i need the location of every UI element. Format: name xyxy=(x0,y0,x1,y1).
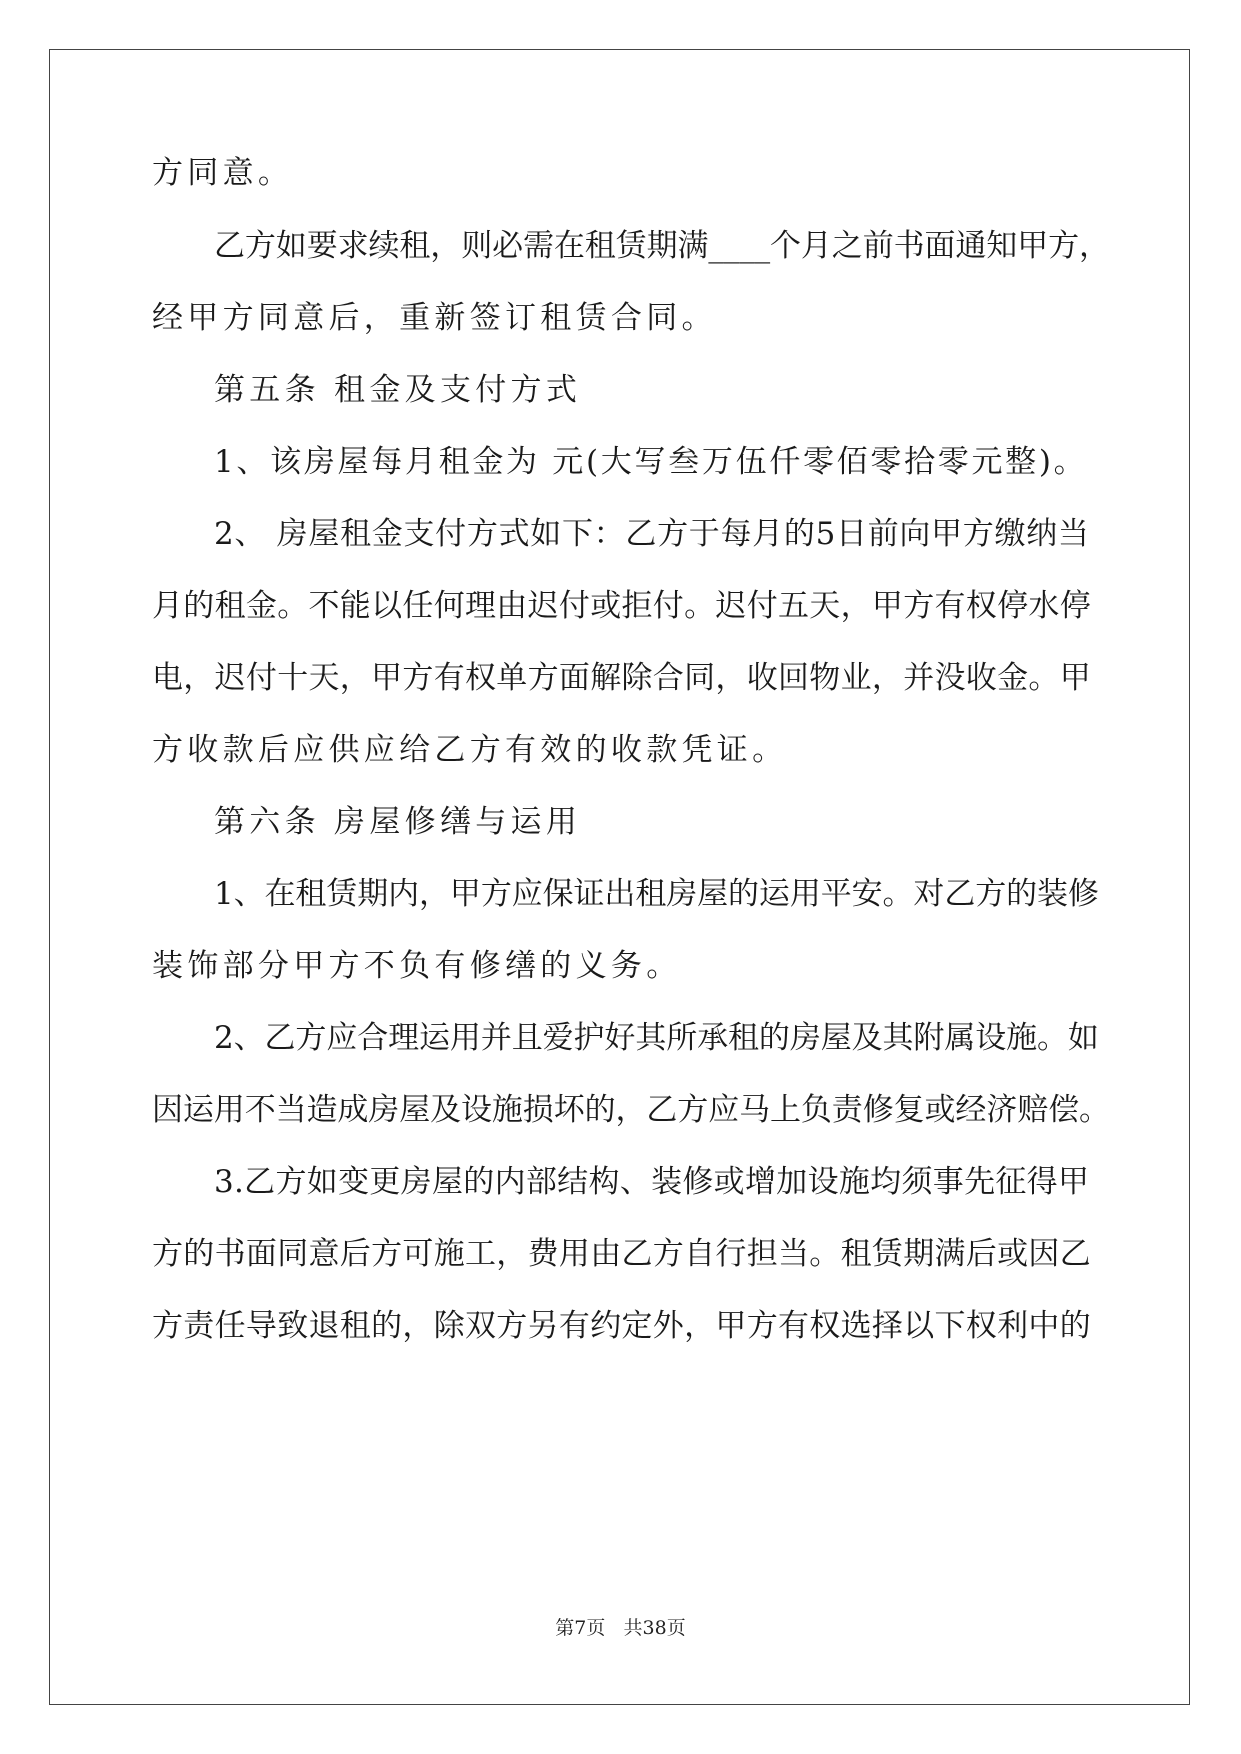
text-line: 因运用不当造成房屋及设施损坏的，乙方应马上负责修复或经济赔偿。 xyxy=(152,1092,1110,1128)
text-line: 月的租金。不能以任何理由迟付或拒付。迟付五天，甲方有权停水停 xyxy=(152,588,1091,624)
text-line: 方收款后应供应给乙方有效的收款凭证。 xyxy=(152,732,788,768)
text-line: 乙方如要求续租，则必需在租赁期满____个月之前书面通知甲方， xyxy=(214,228,1110,264)
page-footer xyxy=(0,1613,1241,1640)
text-line: 电，迟付十天，甲方有权单方面解除合同，收回物业，并没收金。甲 xyxy=(152,660,1091,696)
page-number: 第7页 xyxy=(555,1617,606,1639)
text-line: 1、在租赁期内，甲方应保证出租房屋的运用平安。对乙方的装修 xyxy=(214,876,1099,912)
text-line: 方的书面同意后方可施工，费用由乙方自行担当。租赁期满后或因乙 xyxy=(152,1236,1091,1272)
text-line: 方同意。 xyxy=(152,155,294,191)
text-line: 方责任导致退租的，除双方另有约定外，甲方有权选择以下权利中的 xyxy=(152,1308,1091,1344)
section-heading: 第五条 租金及支付方式 xyxy=(214,372,582,408)
text-line: 2、乙方应合理运用并且爱护好其所承租的房屋及其附属设施。如 xyxy=(214,1020,1099,1056)
page-total: 共38页 xyxy=(623,1617,686,1639)
text-line: 3.乙方如变更房屋的内部结构、装修或增加设施均须事先征得甲 xyxy=(214,1164,1090,1200)
text-line: 装饰部分甲方不负有修缮的义务。 xyxy=(152,948,682,984)
text-line: 2、 房屋租金支付方式如下：乙方于每月的5日前向甲方缴纳当 xyxy=(214,516,1090,552)
text-line: 1、该房屋每月租金为 元(大写叁万伍仟零佰零拾零元整)。 xyxy=(214,444,1088,480)
text-line: 经甲方同意后，重新签订租赁合同。 xyxy=(152,300,717,336)
section-heading: 第六条 房屋修缮与运用 xyxy=(214,804,582,840)
